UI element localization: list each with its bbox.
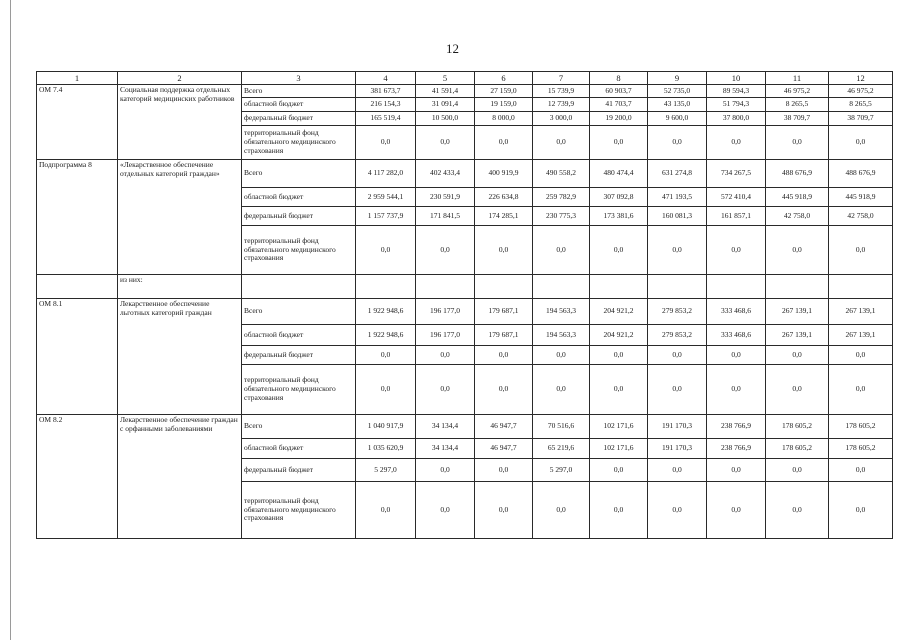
- page-left-edge: [10, 0, 11, 640]
- amount-cell: 381 673,7: [356, 85, 416, 98]
- page-number: 12: [446, 41, 459, 56]
- amount-cell: 0,0: [707, 226, 766, 275]
- amount-cell: 226 634,8: [475, 188, 533, 207]
- header-cell: 9: [648, 72, 707, 85]
- amount-cell: [707, 275, 766, 299]
- amount-cell: 178 605,2: [829, 415, 893, 439]
- amount-cell: 194 563,3: [533, 299, 590, 325]
- header-cell: 4: [356, 72, 416, 85]
- amount-cell: 0,0: [533, 346, 590, 365]
- header-cell: 3: [242, 72, 356, 85]
- amount-cell: 0,0: [356, 226, 416, 275]
- amount-cell: 178 605,2: [766, 415, 829, 439]
- amount-cell: 631 274,8: [648, 160, 707, 188]
- amount-cell: 1 035 620,9: [356, 439, 416, 459]
- table-row: [37, 299, 893, 325]
- amount-cell: 171 841,5: [416, 207, 475, 226]
- header-cell: 6: [475, 72, 533, 85]
- amount-cell: 267 139,1: [766, 325, 829, 346]
- table-row: [37, 160, 893, 188]
- amount-cell: 0,0: [648, 459, 707, 482]
- amount-cell: 0,0: [829, 346, 893, 365]
- amount-cell: 0,0: [707, 126, 766, 160]
- amount-cell: [829, 275, 893, 299]
- amount-cell: 42 758,0: [766, 207, 829, 226]
- amount-cell: 0,0: [648, 365, 707, 415]
- amount-cell: 0,0: [648, 126, 707, 160]
- amount-cell: 204 921,2: [590, 299, 648, 325]
- amount-cell: 0,0: [707, 459, 766, 482]
- amount-cell: [766, 275, 829, 299]
- header-cell: 10: [707, 72, 766, 85]
- amount-cell: 0,0: [829, 482, 893, 539]
- amount-cell: 267 139,1: [766, 299, 829, 325]
- amount-cell: 400 919,9: [475, 160, 533, 188]
- amount-cell: 0,0: [590, 346, 648, 365]
- amount-cell: 19 200,0: [590, 112, 648, 126]
- amount-cell: 0,0: [475, 226, 533, 275]
- amount-cell: 1 922 948,6: [356, 325, 416, 346]
- funding-source: территориальный фонд обязательного медицинского страхования: [242, 482, 356, 539]
- header-cell: 12: [829, 72, 893, 85]
- funding-source: территориальный фонд обязательного медицинского страхования: [242, 126, 356, 160]
- amount-cell: 0,0: [829, 459, 893, 482]
- amount-cell: 0,0: [356, 365, 416, 415]
- funding-source: территориальный фонд обязательного медицинского страхования: [242, 226, 356, 275]
- amount-cell: 0,0: [533, 126, 590, 160]
- funding-source: федеральный бюджет: [242, 207, 356, 226]
- amount-cell: 38 709,7: [829, 112, 893, 126]
- amount-cell: 216 154,3: [356, 98, 416, 112]
- amount-cell: 0,0: [416, 126, 475, 160]
- amount-cell: 490 558,2: [533, 160, 590, 188]
- amount-cell: 10 500,0: [416, 112, 475, 126]
- amount-cell: 0,0: [766, 482, 829, 539]
- header-cell: 11: [766, 72, 829, 85]
- amount-cell: 1 922 948,6: [356, 299, 416, 325]
- amount-cell: 0,0: [475, 365, 533, 415]
- amount-cell: 31 091,4: [416, 98, 475, 112]
- amount-cell: 0,0: [416, 459, 475, 482]
- funding-source: областной бюджет: [242, 98, 356, 112]
- header-cell: 5: [416, 72, 475, 85]
- funding-source: областной бюджет: [242, 188, 356, 207]
- amount-cell: 0,0: [356, 126, 416, 160]
- amount-cell: 0,0: [475, 126, 533, 160]
- table-row: [37, 275, 893, 299]
- amount-cell: 46 975,2: [829, 85, 893, 98]
- amount-cell: 102 171,6: [590, 415, 648, 439]
- amount-cell: 70 516,6: [533, 415, 590, 439]
- amount-cell: 279 853,2: [648, 299, 707, 325]
- amount-cell: [356, 275, 416, 299]
- amount-cell: 0,0: [766, 459, 829, 482]
- amount-cell: 0,0: [766, 346, 829, 365]
- amount-cell: 12 739,9: [533, 98, 590, 112]
- amount-cell: 196 177,0: [416, 325, 475, 346]
- amount-cell: 0,0: [590, 482, 648, 539]
- amount-cell: 37 800,0: [707, 112, 766, 126]
- amount-cell: 0,0: [648, 226, 707, 275]
- amount-cell: 8 000,0: [475, 112, 533, 126]
- amount-cell: 5 297,0: [533, 459, 590, 482]
- amount-cell: 42 758,0: [829, 207, 893, 226]
- measure-title: «Лекарственное обеспечение отдельных категорий граждан»: [118, 160, 242, 275]
- amount-cell: 178 605,2: [829, 439, 893, 459]
- amount-cell: 9 600,0: [648, 112, 707, 126]
- amount-cell: 191 170,3: [648, 415, 707, 439]
- amount-cell: 179 687,1: [475, 325, 533, 346]
- amount-cell: 445 918,9: [829, 188, 893, 207]
- amount-cell: 488 676,9: [766, 160, 829, 188]
- amount-cell: 178 605,2: [766, 439, 829, 459]
- amount-cell: 238 766,9: [707, 439, 766, 459]
- funding-source: федеральный бюджет: [242, 112, 356, 126]
- amount-cell: 8 265,5: [829, 98, 893, 112]
- amount-cell: 161 857,1: [707, 207, 766, 226]
- amount-cell: 0,0: [475, 346, 533, 365]
- amount-cell: [648, 275, 707, 299]
- amount-cell: 4 117 282,0: [356, 160, 416, 188]
- table-row: [37, 415, 893, 439]
- funding-source: областной бюджет: [242, 325, 356, 346]
- amount-cell: 333 468,6: [707, 325, 766, 346]
- budget-table: [36, 71, 893, 539]
- amount-cell: 259 782,9: [533, 188, 590, 207]
- amount-cell: 15 739,9: [533, 85, 590, 98]
- amount-cell: 89 594,3: [707, 85, 766, 98]
- amount-cell: 0,0: [766, 126, 829, 160]
- amount-cell: 734 267,5: [707, 160, 766, 188]
- amount-cell: [475, 275, 533, 299]
- amount-cell: 0,0: [829, 365, 893, 415]
- amount-cell: 0,0: [590, 365, 648, 415]
- amount-cell: 41 703,7: [590, 98, 648, 112]
- amount-cell: 0,0: [590, 126, 648, 160]
- amount-cell: 1 157 737,9: [356, 207, 416, 226]
- funding-source: областной бюджет: [242, 439, 356, 459]
- amount-cell: 165 519,4: [356, 112, 416, 126]
- amount-cell: 0,0: [416, 226, 475, 275]
- amount-cell: 267 139,1: [829, 325, 893, 346]
- funding-source: Всего: [242, 299, 356, 325]
- amount-cell: 34 134,4: [416, 439, 475, 459]
- header-cell: 8: [590, 72, 648, 85]
- funding-source: федеральный бюджет: [242, 346, 356, 365]
- measure-title: Лекарственное обеспечение граждан с орфанными заболеваниями: [118, 415, 242, 539]
- amount-cell: 19 159,0: [475, 98, 533, 112]
- amount-cell: 0,0: [475, 482, 533, 539]
- amount-cell: 65 219,6: [533, 439, 590, 459]
- amount-cell: 8 265,5: [766, 98, 829, 112]
- amount-cell: 3 000,0: [533, 112, 590, 126]
- amount-cell: 0,0: [707, 365, 766, 415]
- amount-cell: 471 193,5: [648, 188, 707, 207]
- amount-cell: 333 468,6: [707, 299, 766, 325]
- amount-cell: [416, 275, 475, 299]
- measure-title: из них:: [118, 275, 242, 299]
- amount-cell: 0,0: [416, 346, 475, 365]
- funding-source: Всего: [242, 415, 356, 439]
- header-cell: 1: [37, 72, 118, 85]
- funding-source: Всего: [242, 85, 356, 98]
- amount-cell: 204 921,2: [590, 325, 648, 346]
- amount-cell: 480 474,4: [590, 160, 648, 188]
- amount-cell: 402 433,4: [416, 160, 475, 188]
- amount-cell: 27 159,0: [475, 85, 533, 98]
- amount-cell: 0,0: [766, 365, 829, 415]
- funding-source: [242, 275, 356, 299]
- amount-cell: 279 853,2: [648, 325, 707, 346]
- measure-code: ОМ 8.1: [37, 299, 118, 415]
- amount-cell: 0,0: [356, 346, 416, 365]
- amount-cell: 1 040 917,9: [356, 415, 416, 439]
- amount-cell: 0,0: [475, 459, 533, 482]
- amount-cell: 0,0: [416, 482, 475, 539]
- header-cell: 7: [533, 72, 590, 85]
- amount-cell: 102 171,6: [590, 439, 648, 459]
- amount-cell: 0,0: [648, 346, 707, 365]
- amount-cell: 445 918,9: [766, 188, 829, 207]
- amount-cell: 160 081,3: [648, 207, 707, 226]
- amount-cell: 60 903,7: [590, 85, 648, 98]
- measure-code: ОМ 7.4: [37, 85, 118, 160]
- amount-cell: 0,0: [829, 226, 893, 275]
- amount-cell: [533, 275, 590, 299]
- amount-cell: 0,0: [533, 226, 590, 275]
- table-body: [37, 85, 893, 539]
- amount-cell: 0,0: [356, 482, 416, 539]
- amount-cell: 230 775,3: [533, 207, 590, 226]
- amount-cell: 307 092,8: [590, 188, 648, 207]
- amount-cell: 43 135,0: [648, 98, 707, 112]
- amount-cell: 5 297,0: [356, 459, 416, 482]
- amount-cell: 46 947,7: [475, 439, 533, 459]
- measure-code: Подпрограмма 8: [37, 160, 118, 275]
- amount-cell: 51 794,3: [707, 98, 766, 112]
- header-cell: 2: [118, 72, 242, 85]
- amount-cell: 0,0: [829, 126, 893, 160]
- amount-cell: 0,0: [416, 365, 475, 415]
- amount-cell: 52 735,0: [648, 85, 707, 98]
- amount-cell: 0,0: [590, 459, 648, 482]
- amount-cell: 0,0: [766, 226, 829, 275]
- header-row: [37, 72, 893, 85]
- measure-code: ОМ 8.2: [37, 415, 118, 539]
- amount-cell: 179 687,1: [475, 299, 533, 325]
- measure-title: Социальная поддержка отдельных категорий медицинских работников: [118, 85, 242, 160]
- amount-cell: 0,0: [707, 482, 766, 539]
- amount-cell: 174 285,1: [475, 207, 533, 226]
- amount-cell: 572 410,4: [707, 188, 766, 207]
- measure-title: Лекарственное обеспечение льготных категорий граждан: [118, 299, 242, 415]
- amount-cell: 46 975,2: [766, 85, 829, 98]
- measure-code: [37, 275, 118, 299]
- funding-source: Всего: [242, 160, 356, 188]
- funding-source: территориальный фонд обязательного медицинского страхования: [242, 365, 356, 415]
- amount-cell: 0,0: [648, 482, 707, 539]
- amount-cell: 0,0: [533, 365, 590, 415]
- amount-cell: [590, 275, 648, 299]
- amount-cell: 191 170,3: [648, 439, 707, 459]
- amount-cell: 488 676,9: [829, 160, 893, 188]
- amount-cell: 0,0: [533, 482, 590, 539]
- amount-cell: 238 766,9: [707, 415, 766, 439]
- amount-cell: 194 563,3: [533, 325, 590, 346]
- amount-cell: 267 139,1: [829, 299, 893, 325]
- amount-cell: 173 381,6: [590, 207, 648, 226]
- amount-cell: 196 177,0: [416, 299, 475, 325]
- amount-cell: 0,0: [707, 346, 766, 365]
- amount-cell: 0,0: [590, 226, 648, 275]
- amount-cell: 34 134,4: [416, 415, 475, 439]
- amount-cell: 230 591,9: [416, 188, 475, 207]
- amount-cell: 46 947,7: [475, 415, 533, 439]
- amount-cell: 2 959 544,1: [356, 188, 416, 207]
- amount-cell: 38 709,7: [766, 112, 829, 126]
- funding-source: федеральный бюджет: [242, 459, 356, 482]
- table-row: [37, 85, 893, 98]
- amount-cell: 41 591,4: [416, 85, 475, 98]
